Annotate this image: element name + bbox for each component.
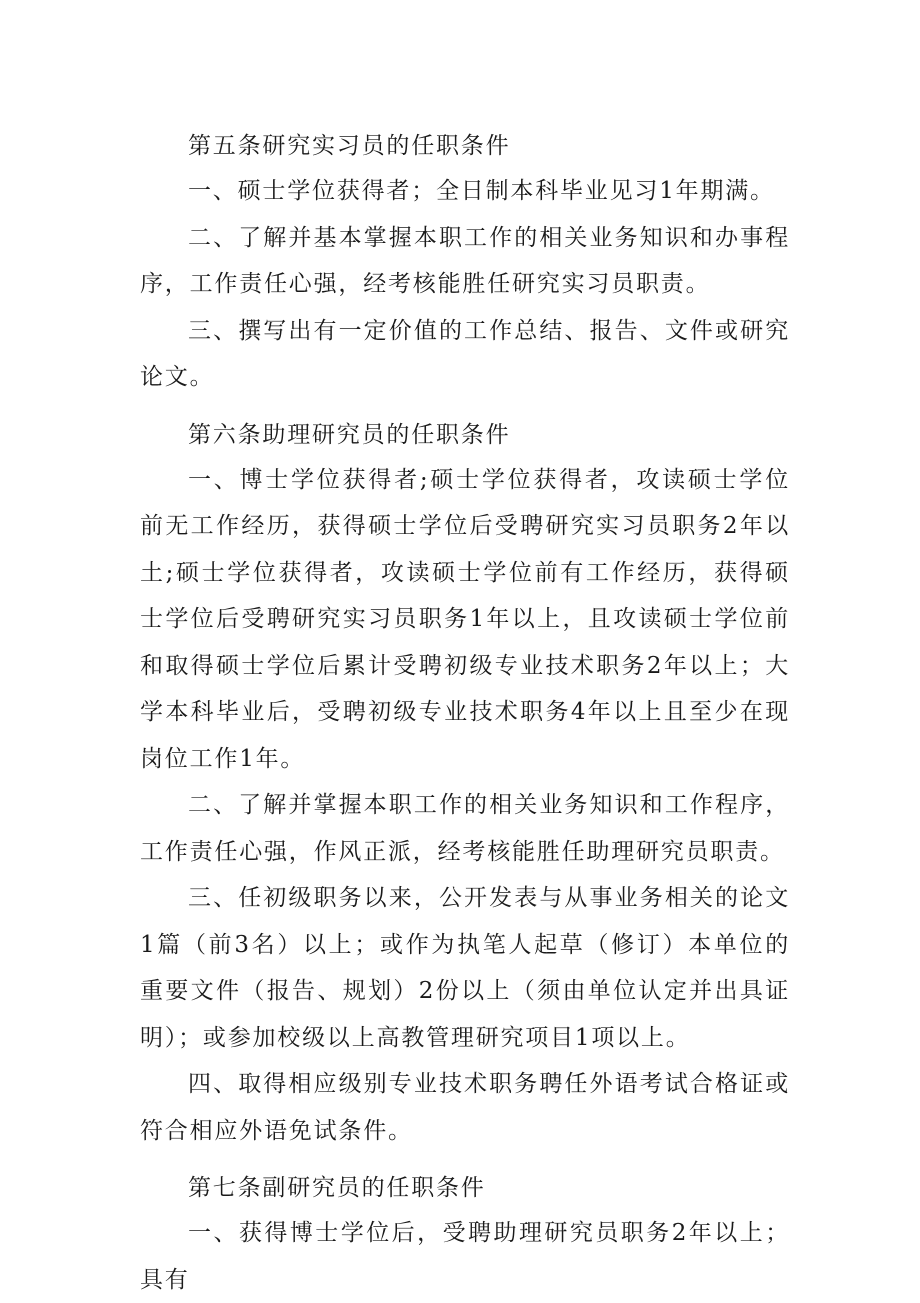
section-article-7 <box>140 1166 790 1303</box>
article-6-item-4: 四、取得相应级别专业技术职务聘任外语考试合格证或符合相应外语免试条件。 <box>140 1071 790 1144</box>
section-article-6 <box>140 413 790 1155</box>
article-6-item-2: 二、了解并掌握本职工作的相关业务知识和工作程序，工作责任心强，作风正派，经考核能胜任助理研究员职责。 <box>140 792 790 865</box>
article-6-item-3: 三、任初级职务以来，公开发表与从事业务相关的论文1篇（前3名）以上；或作为执笔人起草（修订）本单位的重要文件（报告、规划）2份以上（须由单位认定并出具证明）；或参加校级以上高教管理研究项目1项以上。 <box>140 885 790 1051</box>
section-article-5 <box>140 124 790 401</box>
article-7-heading: 第七条副研究员的任职条件 <box>188 1175 486 1201</box>
article-5-item-3: 三、撰写出有一定价值的工作总结、报告、文件或研究论文。 <box>140 317 790 390</box>
article-6-heading: 第六条助理研究员的任职条件 <box>188 421 511 448</box>
article-6-item-1: 一、博士学位获得者;硕士学位获得者，攻读硕士学位前无工作经历，获得硕士学位后受聘研究实习员职务2年以土;硕士学位获得者，攻读硕士学位前有工作经历，获得硕士学位后受聘研究实习员职务1年以上，且攻读硕士学位前和取得硕士学位后累计受聘初级专业技术职务2年以上；大学本科毕业后，受聘初级专业技术职务4年以上且至少在现岗位工作1年。 <box>140 466 790 772</box>
article-5-item-1: 一、硕士学位获得者；全日制本科毕业见习1年期满。 <box>188 178 775 204</box>
document-body <box>140 124 790 1303</box>
article-7-item-1: 一、获得博士学位后，受聘助理研究员职务2年以上；具有 <box>140 1220 790 1293</box>
article-5-heading: 第五条研究实习员的任职条件 <box>188 133 511 159</box>
article-5-item-2: 二、了解并基本掌握本职工作的相关业务知识和办事程序，工作责任心强，经考核能胜任研究实习员职责。 <box>140 224 790 297</box>
